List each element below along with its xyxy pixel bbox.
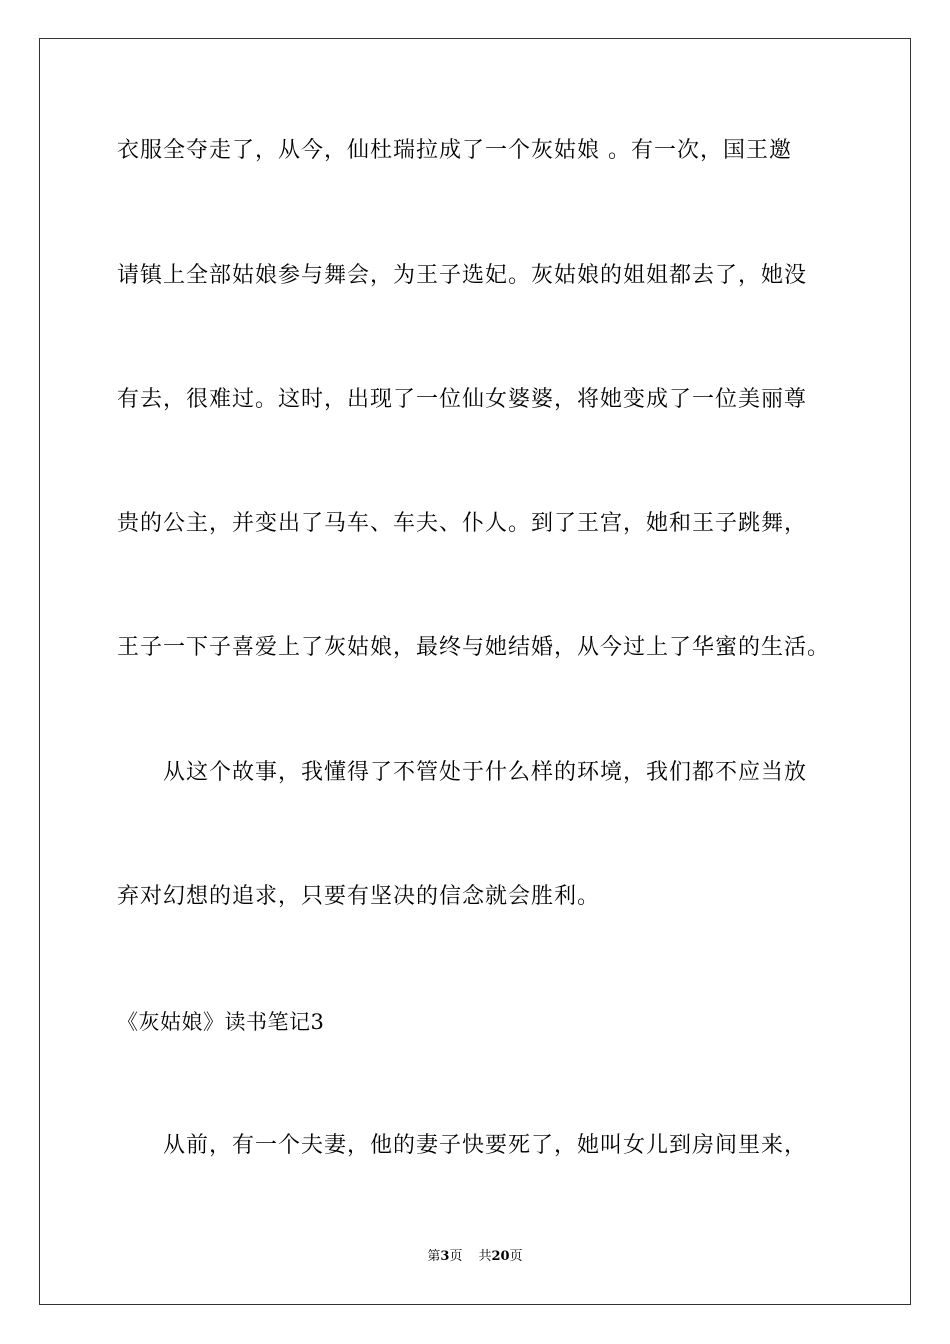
body-line-9: 从前，有一个夫妻，他的妻子快要死了，她叫女儿到房间里来， [163,1133,808,1158]
footer-page-suffix: 页 [449,1249,463,1264]
footer-total-prefix: 共 [478,1249,492,1264]
page-border [39,38,911,1305]
footer-total-pages: 20 [491,1249,510,1264]
body-line-1: 衣服全夺走了，从今，仙杜瑞拉成了一个灰姑娘 。有一次，国王邀 [117,138,792,163]
body-line-7: 弃对幻想的追求，只要有坚决的信念就会胜利。 [117,884,601,909]
body-line-5: 王子一下子喜爱上了灰姑娘，最终与她结婚，从今过上了华蜜的生活。 [117,635,831,660]
footer-page-current: 3 [440,1249,450,1264]
footer-page-prefix: 第 [427,1249,441,1264]
section-heading: 《灰姑娘》读书笔记3 [117,1010,325,1034]
page-footer [0,1248,950,1266]
footer-total-suffix: 页 [509,1249,523,1264]
body-line-2: 请镇上全部姑娘参与舞会，为王子选妃。灰姑娘的姐姐都去了，她没 [117,263,808,288]
body-line-4: 贵的公主，并变出了马车、车夫、仆人。到了王宫，她和王子跳舞， [117,511,808,536]
body-line-3: 有去，很难过。这时，出现了一位仙女婆婆，将她变成了一位美丽尊 [117,387,808,412]
body-line-6: 从这个故事，我懂得了不管处于什么样的环境，我们都不应当放 [163,760,808,785]
